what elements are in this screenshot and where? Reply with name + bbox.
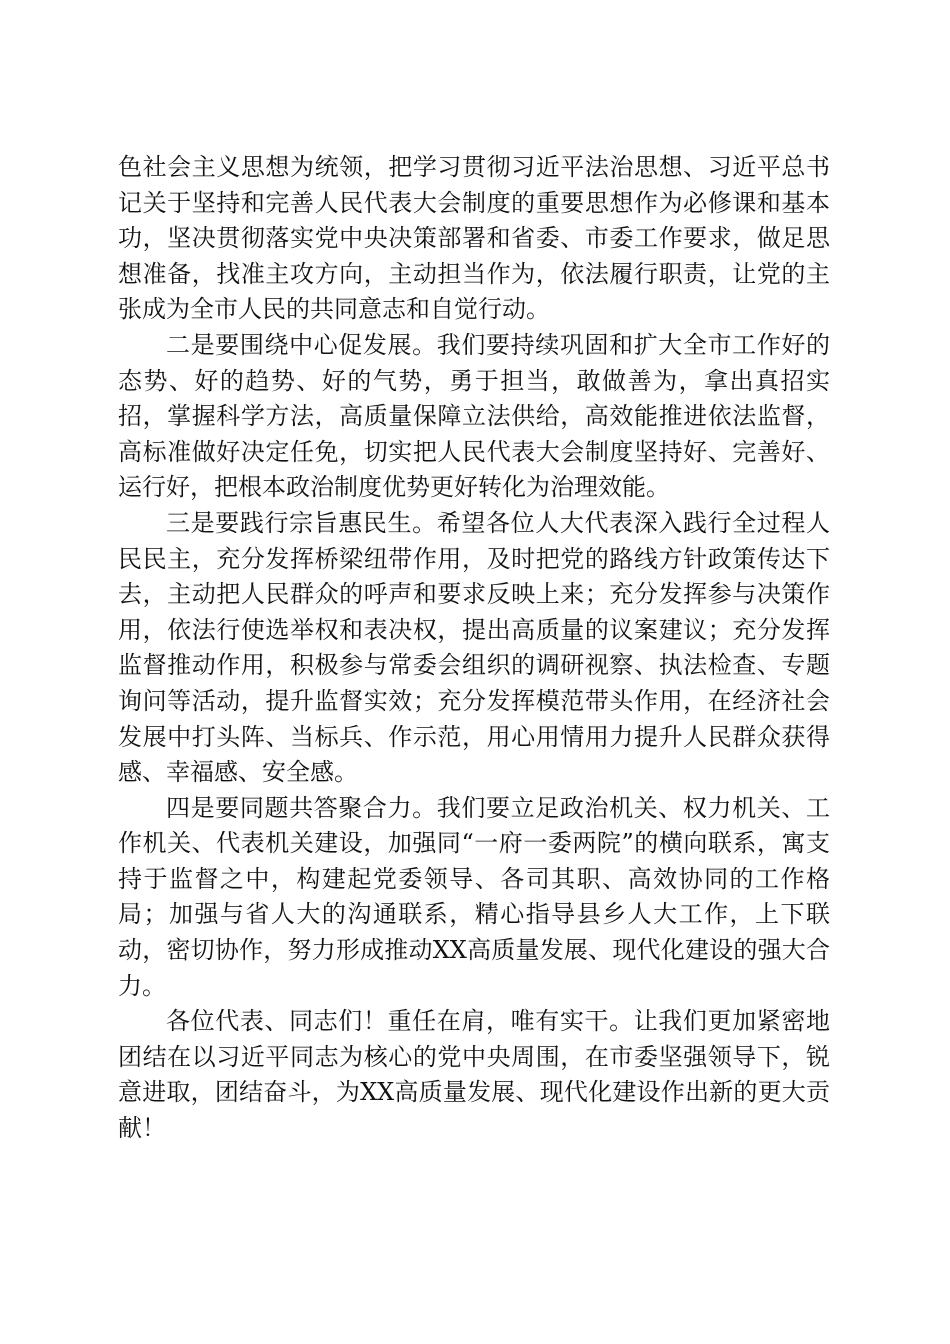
paragraph-point-two: 二是要围绕中心促发展。我们要持续巩固和扩大全市工作好的态势、好的趋势、好的气势，勇于担当，敢做善为，拿出真招实招，掌握科学方法，高质量保障立法供给，高效能推进依法监督，高标准做好决定任免，切实把人民代表大会制度坚持好、完善好、运行好，把根本政治制度优势更好转化为治理效能。	[118, 330, 830, 502]
paragraph-continuation: 色社会主义思想为统领，把学习贯彻习近平法治思想、习近平总书记关于坚持和完善人民代表大会制度的重要思想作为必修课和基本功，坚决贯彻落实党中央决策部署和省委、市委工作要求，做足思想准备，找准主攻方向，主动担当作为，依法履行职责，让党的主张成为全市人民的共同意志和自觉行动。	[118, 153, 830, 324]
paragraph-point-four: 四是要同题共答聚合力。我们要立足政治机关、权力机关、工作机关、代表机关建设，加强同“一府一委两院”的横向联系，寓支持于监督之中，构建起党委领导、各司其职、高效协同的工作格局；加强与省人大的沟通联系，精心指导县乡人大工作，上下联动，密切协作，努力形成推动XX高质量发展、现代化建设的强大合力。	[118, 793, 830, 1000]
document-body	[118, 150, 830, 1147]
paragraph-closing: 各位代表、同志们！重任在肩，唯有实干。让我们更加紧密地团结在以习近平同志为核心的党中央周围，在市委坚强领导下，锐意进取，团结奋斗，为XX高质量发展、现代化建设作出新的更大贡献！	[118, 1007, 830, 1143]
paragraph-point-three: 三是要践行宗旨惠民生。希望各位人大代表深入践行全过程人民民主，充分发挥桥梁纽带作用，及时把党的路线方针政策传达下去，主动把人民群众的呼声和要求反映上来；充分发挥参与决策作用，依法行使选举权和表决权，提出高质量的议案建议；充分发挥监督推动作用，积极参与常委会组织的调研视察、执法检查、专题询问等活动，提升监督实效；充分发挥模范带头作用，在经济社会发展中打头阵、当标兵、作示范，用心用情用力提升人民群众获得感、幸福感、安全感。	[118, 508, 830, 787]
